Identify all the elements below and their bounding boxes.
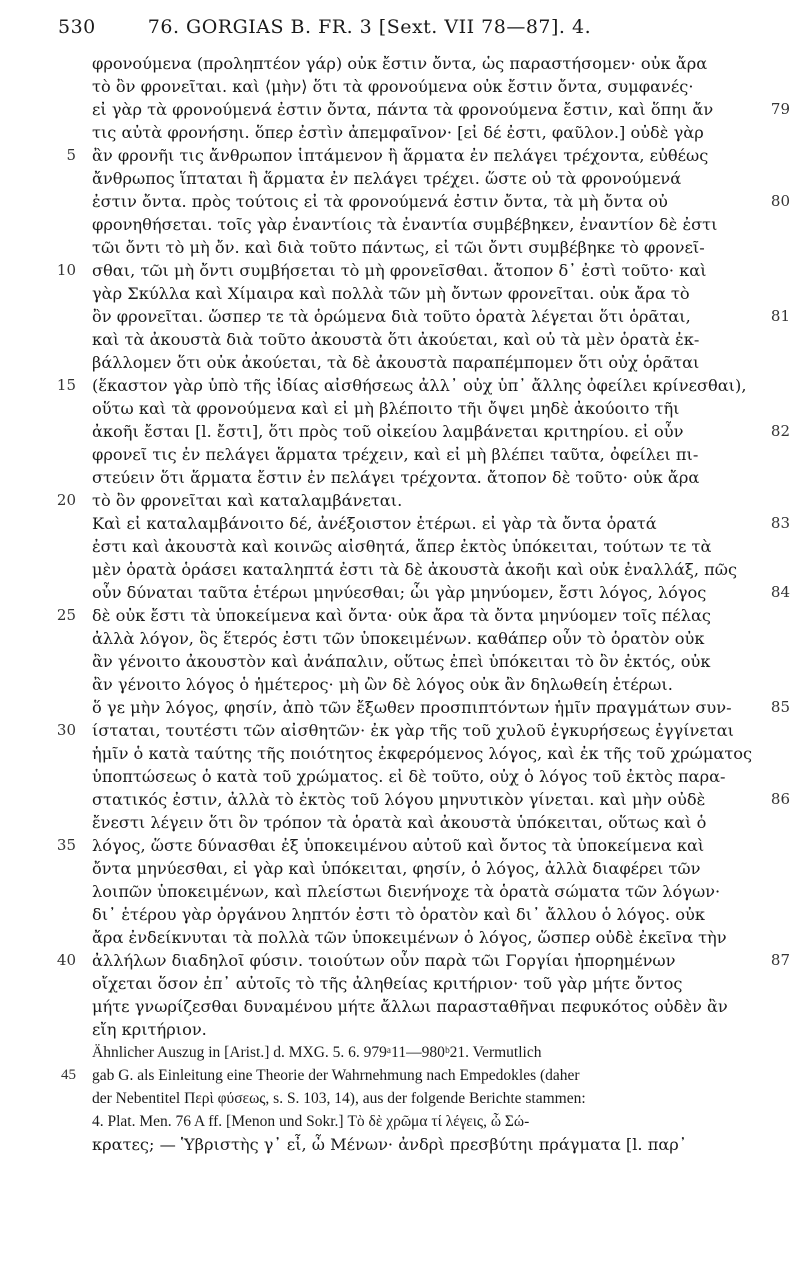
- line-text: εἰ γὰρ τὰ φρονούμενά ἐστιν ὄντα, πάντα τὰ φρονούμενα ἔστιν, καὶ ὅπηι ἄν: [92, 100, 714, 119]
- text-line: [92, 880, 760, 903]
- line-text: ίσταται, τουτέστι τῶν αἰσθητῶν· ἐκ γὰρ τῆς τοῦ χυλοῦ ἐγκυρήσεως ἐγγίνεται: [92, 721, 735, 740]
- text-line: [56, 374, 760, 397]
- text-line: [92, 121, 760, 144]
- line-text: οὕτω καὶ τὰ φρονούμενα καὶ εἰ μὴ βλέποιτο τῆι ὄψει μηδὲ ἀκούοιτο τῆι: [92, 399, 680, 418]
- line-text: φρονηθήσεται. τοῖς γὰρ ἐναντίοις τὰ ἐναντία συμβέβηκεν, ἐναντίον δὲ ἐστι: [92, 215, 718, 234]
- line-text: στατικός ἐστιν, ἀλλὰ τὸ ἐκτὸς τοῦ λόγου μηνυτικὸν γίνεται. καὶ μὴν οὐδὲ: [92, 790, 706, 809]
- line-text: τὸ ὂν φρονεῖται. καὶ ⟨μὴν⟩ ὅτι τὰ φρονούμενα οὐκ ἔστιν ὄντα, συμφανές·: [92, 77, 694, 96]
- line-text: γὰρ Σκύλλα καὶ Χίμαιρα καὶ πολλὰ τῶν μὴ ὄντων φρονεῖται. οὐκ ἄρα τὸ: [92, 284, 690, 303]
- section-number: 81: [770, 307, 790, 325]
- line-text: ἂν φρονῆι τις ἄνθρωπον ἱπτάμενον ἢ ἅρματα ἐν πελάγει τρέχοντα, εὐθέως: [92, 146, 709, 165]
- text-line: [92, 1133, 760, 1156]
- text-line: [92, 535, 760, 558]
- text-line: [92, 788, 790, 811]
- text-line: [56, 604, 760, 627]
- line-text: μὲν ὁρατὰ ὁράσει καταληπτά ἐστι τὰ δὲ ἀκουστὰ ἀκοῆι καὶ οὐκ ἐναλλάξ, πῶς: [92, 560, 738, 579]
- line-text: Καὶ εἰ καταλαμβάνοιτο δέ, ἀνέξοιστον ἑτέρωι. εἰ γὰρ τὰ ὄντα ὁρατά: [92, 514, 657, 533]
- text-line: [92, 972, 760, 995]
- line-text: 4. Plat. Men. 76 A ff. [Menon und Sokr.] Τὸ δὲ χρῶμα τί λέγεις, ὦ Σώ-: [92, 1113, 530, 1130]
- text-line: [92, 466, 760, 489]
- text-line: [92, 627, 760, 650]
- line-text: ἔνεστι λέγειν ὅτι ὃν τρόπον τὰ ὁρατὰ καὶ ἀκουστὰ ὑπόκειται, οὕτως καὶ ὁ: [92, 813, 707, 832]
- text-line: [92, 1041, 760, 1064]
- line-text: βάλλομεν ὅτι οὐκ ἀκούεται, τὰ δὲ ἀκουστὰ παραπέμπομεν ὅτι οὐχ ὁρᾶται: [92, 353, 700, 372]
- line-text: τῶι ὄντι τὸ μὴ ὄν. καὶ διὰ τοῦτο πάντως, εἰ τῶι ὄντι συμβέβηκε τὸ φρονεῖ-: [92, 238, 705, 257]
- text-line: [56, 834, 760, 857]
- text-line: [92, 857, 760, 880]
- text-line: [61, 1064, 760, 1087]
- page-number: 530: [58, 16, 96, 38]
- line-text: λοιπῶν ὑποκειμένων, καὶ πλείστωι διενήνοχε τὰ ὁρατὰ σώματα τῶν λόγων·: [92, 882, 721, 901]
- line-text: ὅ γε μὴν λόγος, φησίν, ἀπὸ τῶν ἔξωθεν προσπιπτόντων ἡμῖν πραγμάτων συν-: [92, 698, 732, 717]
- text-line: [92, 765, 760, 788]
- line-number: 15: [56, 376, 76, 394]
- running-header: [58, 10, 742, 44]
- text-line: [92, 926, 760, 949]
- text-line: [92, 512, 790, 535]
- text-line: [92, 167, 760, 190]
- section-number: 86: [770, 790, 790, 808]
- text-line: [56, 719, 760, 742]
- line-text: καὶ τὰ ἀκουστὰ διὰ τοῦτο ἀκουστὰ ὅτι ἀκούεται, καὶ οὐ τὰ μὲν ὁρατὰ ἐκ-: [92, 330, 700, 349]
- text-line: [56, 259, 760, 282]
- text-line: [92, 696, 790, 719]
- line-text: (ἕκαστον γὰρ ὑπὸ τῆς ἰδίας αἰσθήσεως ἀλλ᾽ οὐχ ὑπ᾽ ἄλλης ὀφείλει κρίνεσθαι),: [92, 376, 747, 395]
- text-line: [92, 420, 790, 443]
- text-line: [92, 650, 760, 673]
- line-text: ὄντα μηνύεσθαι, εἰ γὰρ καὶ ὑπόκειται, φησίν, ὁ λόγος, ἀλλὰ διαφέρει τῶν: [92, 859, 701, 878]
- line-number: 10: [56, 261, 76, 279]
- line-number: 35: [56, 836, 76, 854]
- line-text: κρατες; — Ὑβριστὴς γ᾽ εἶ, ὦ Μένων· ἀνδρὶ πρεσβύτηι πράγματα [l. παρ᾽: [92, 1135, 687, 1154]
- text-line: [92, 52, 760, 75]
- text-line: [92, 397, 760, 420]
- line-text: gab G. als Einleitung eine Theorie der Wahrnehmung nach Empedokles (daher: [92, 1067, 580, 1084]
- line-text: Ähnlicher Auszug in [Arist.] d. MXG. 5. 6. 979ᵃ11—980ᵇ21. Vermutlich: [92, 1044, 542, 1061]
- line-text: στεύειν ὅτι ἅρματα ἔστιν ἐν πελάγει τρέχοντα. ἄτοπον δὲ τοῦτο· οὐκ ἄρα: [92, 468, 700, 487]
- text-line: [56, 949, 790, 972]
- text-line: [92, 811, 760, 834]
- line-number: 40: [56, 951, 76, 969]
- line-text: ὑποπτώσεως ὁ κατὰ τοῦ χρώματος. εἰ δὲ τοῦτο, οὐχ ὁ λόγος τοῦ ἐκτὸς παρα-: [92, 767, 726, 786]
- line-text: ἂν γένοιτο λόγος ὁ ἡμέτερος· μὴ ὢν δὲ λόγος οὐκ ἂν δηλωθείη ἑτέρωι.: [92, 675, 673, 694]
- text-line: [66, 144, 760, 167]
- text-line: [92, 995, 760, 1018]
- text-line: [92, 98, 790, 121]
- line-text: ἂν γένοιτο ἀκουστὸν καὶ ἀνάπαλιν, οὕτως ἐπεὶ ὑπόκειται τὸ ὂν ἐκτός, οὐκ: [92, 652, 711, 671]
- line-text: δὲ οὐκ ἔστι τὰ ὑποκείμενα καὶ ὄντα· οὐκ ἄρα τὰ ὄντα μηνύομεν τοῖς πέλας: [92, 606, 711, 625]
- line-text: οἴχεται ὅσον ἐπ᾽ αὐτοῖς τὸ τῆς ἀληθείας κριτήριον· τοῦ γὰρ μήτε ὄντος: [92, 974, 683, 993]
- line-text: σθαι, τῶι μὴ ὄντι συμβήσεται τὸ μὴ φρονεῖσθαι. ἄτοπον δ᾽ ἐστὶ τοῦτο· καὶ: [92, 261, 707, 280]
- text-line: [92, 673, 760, 696]
- page-body: [56, 52, 790, 1156]
- text-line: [92, 1110, 760, 1133]
- running-head-title: 76. GORGIAS B. FR. 3 [Sext. VII 78—87]. 4.: [147, 16, 592, 38]
- line-number: 20: [56, 491, 76, 509]
- line-text: δι᾽ ἑτέρου γὰρ ὀργάνου ληπτόν ἐστι τὸ ὁρατὸν καὶ δι᾽ ἄλλου ὁ λόγος. οὐκ: [92, 905, 705, 924]
- section-number: 87: [770, 951, 790, 969]
- text-line: [56, 489, 760, 512]
- line-text: οὖν δύναται ταῦτα ἑτέρωι μηνύεσθαι; ὧι γὰρ μηνύομεν, ἔστι λόγος, λόγος: [92, 583, 707, 602]
- line-text: φρονούμενα (προληπτέον γάρ) οὐκ ἔστιν ὄντα, ὡς παραστήσομεν· οὐκ ἄρα: [92, 54, 708, 73]
- line-text: ἡμῖν ὁ κατὰ ταύτης τῆς ποιότητος ἐκφερόμενος λόγος, καὶ ἐκ τῆς τοῦ χρώματος: [92, 744, 753, 763]
- section-number: 79: [770, 100, 790, 118]
- line-text: τις αὐτὰ φρονήσηι. ὅπερ ἐστὶν ἀπεμφαῖνον· [εἰ δέ ἐστι, φαῦλον.] οὐδὲ γὰρ: [92, 123, 704, 142]
- line-text: ἐστιν ὄντα. πρὸς τούτοις εἰ τὰ φρονούμενά ἐστιν ὄντα, τὰ μὴ ὄντα οὐ: [92, 192, 668, 211]
- line-number: 25: [56, 606, 76, 624]
- text-line: [92, 581, 790, 604]
- section-number: 83: [770, 514, 790, 532]
- line-number: 5: [66, 146, 76, 164]
- text-line: [92, 213, 760, 236]
- section-number: 85: [770, 698, 790, 716]
- line-text: λόγος, ὥστε δύνασθαι ἐξ ὑποκειμένου αὐτοῦ καὶ ὄντος τὰ ὑποκείμενα καὶ: [92, 836, 705, 855]
- text-line: [92, 558, 760, 581]
- text-line: [92, 1087, 760, 1110]
- text-line: [92, 75, 760, 98]
- line-text: τὸ ὂν φρονεῖται καὶ καταλαμβάνεται.: [92, 491, 403, 510]
- line-text: ὂν φρονεῖται. ὥσπερ τε τὰ ὁρώμενα διὰ τοῦτο ὁρατὰ λέγεται ὅτι ὁρᾶται,: [92, 307, 691, 326]
- text-line: [92, 903, 760, 926]
- text-line: [92, 1018, 760, 1041]
- line-number: 30: [56, 721, 76, 739]
- text-line: [92, 282, 760, 305]
- text-line: [92, 742, 760, 765]
- line-text: ἄνθρωπος ἵπταται ἢ ἅρματα ἐν πελάγει τρέχει. ὥστε οὐ τὰ φρονούμενά: [92, 169, 682, 188]
- line-text: ἐστι καὶ ἀκουστὰ καὶ κοινῶς αἰσθητά, ἅπερ ἐκτὸς ὑπόκειται, τούτων τε τὰ: [92, 537, 712, 556]
- section-number: 84: [770, 583, 790, 601]
- line-number: 45: [61, 1067, 76, 1083]
- text-line: [92, 351, 760, 374]
- line-text: εἴη κριτήριον.: [92, 1020, 207, 1039]
- text-line: [92, 305, 790, 328]
- text-line: [92, 328, 760, 351]
- text-line: [92, 443, 760, 466]
- text-line: [92, 190, 790, 213]
- line-text: ἄρα ἐνδείκνυται τὰ πολλὰ τῶν ὑποκειμένων ὁ λόγος, ὥσπερ οὐδὲ ἐκεῖνα τὴν: [92, 928, 727, 947]
- text-line: [92, 236, 760, 259]
- line-text: φρονεῖ τις ἐν πελάγει ἅρματα τρέχειν, καὶ εἰ μὴ βλέπει ταῦτα, ὀφείλει πι-: [92, 445, 699, 464]
- section-number: 82: [770, 422, 790, 440]
- line-text: der Nebentitel Περὶ φύσεως, s. S. 103, 14), aus der folgende Berichte stammen:: [92, 1090, 586, 1107]
- line-text: ἀκοῆι ἔσται [l. ἔστι], ὅτι πρὸς τοῦ οἰκείου λαμβάνεται κριτηρίου. εἰ οὖν: [92, 422, 684, 441]
- line-text: ἀλλήλων διαδηλοῖ φύσιν. τοιούτων οὖν παρὰ τῶι Γοργίαι ἠπορημένων: [92, 951, 676, 970]
- line-text: μήτε γνωρίζεσθαι δυναμένου μήτε ἄλλωι παρασταθῆναι πεφυκότος οὐδὲν ἂν: [92, 997, 728, 1016]
- section-number: 80: [770, 192, 790, 210]
- line-text: ἀλλὰ λόγον, ὃς ἕτερός ἐστι τῶν ὑποκειμένων. καθάπερ οὖν τὸ ὁρατὸν οὐκ: [92, 629, 705, 648]
